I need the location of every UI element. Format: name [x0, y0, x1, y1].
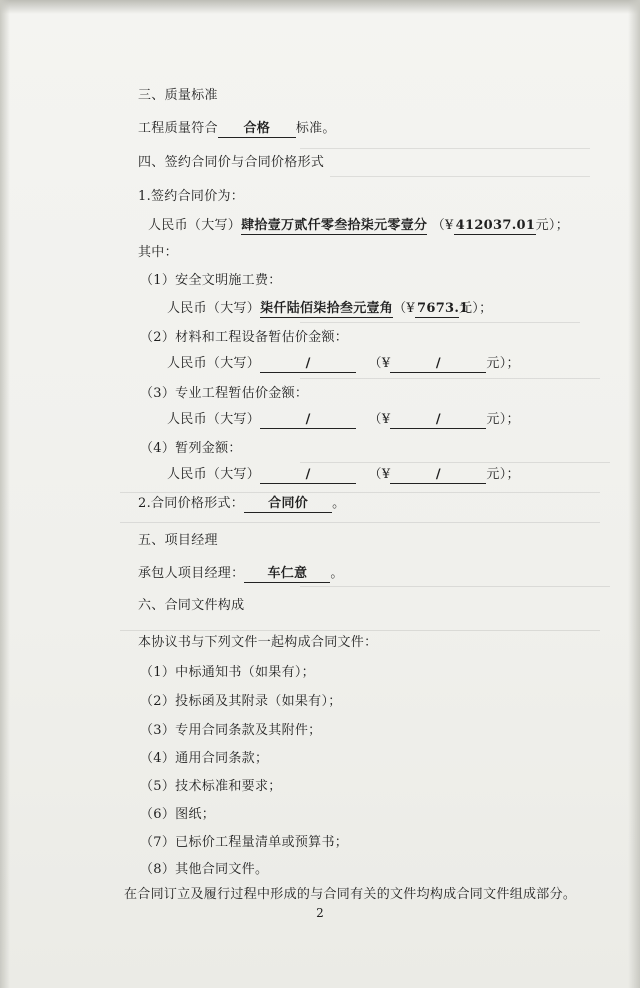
show-through-line [300, 462, 610, 463]
contract-doc-item: （7）已标价工程量清单或预算书； [140, 835, 349, 850]
amount-close: 元）； [459, 301, 493, 316]
amount-close: 元）； [535, 218, 570, 233]
price-form-value: 合同价 [244, 496, 332, 513]
among-label: 其中： [138, 245, 178, 260]
quality-line [138, 121, 336, 138]
amount-close: 元）； [486, 356, 520, 371]
contract-doc-item: （2）投标函及其附录（如果有）； [140, 694, 342, 709]
page-number: 2 [316, 906, 324, 920]
show-through-line [300, 586, 610, 587]
price-form-label: 2.合同价格形式： [138, 496, 245, 511]
scan-edge-top [0, 0, 640, 14]
contract-amount-uppercase: 肆拾壹万贰仟零叁拾柒元零壹分 [241, 218, 428, 233]
project-manager-name: 车仁意 [244, 566, 330, 583]
amount-close: 元）； [486, 412, 520, 427]
provisional-sum-line [167, 467, 520, 484]
contract-doc-item: （8）其他合同文件。 [140, 862, 269, 877]
show-through-line [300, 148, 590, 149]
amount-close: 元）； [486, 467, 520, 482]
price-form-line [138, 496, 345, 513]
amount-open: （¥ [368, 467, 391, 482]
quality-prefix: 工程质量符合 [138, 121, 218, 136]
show-through-line [300, 378, 600, 379]
safety-fee-line [167, 301, 492, 318]
amount-open: （¥ [368, 412, 391, 427]
project-manager-end: 。 [330, 566, 344, 581]
rmb-label: 人民币（大写） [167, 356, 261, 371]
material-estimate-uppercase: / [260, 356, 356, 373]
section5-heading: 五、项目经理 [138, 533, 218, 548]
quality-suffix: 标准。 [295, 121, 336, 136]
provisional-sum-uppercase: / [260, 467, 356, 484]
professional-estimate-label: （3）专业工程暂估价金额： [140, 386, 309, 401]
section3-heading: 三、质量标准 [138, 88, 218, 103]
project-manager-label: 承包人项目经理： [138, 566, 245, 581]
show-through-line [120, 630, 600, 631]
show-through-line [300, 322, 580, 323]
price-form-end: 。 [332, 496, 346, 511]
show-through-line [120, 522, 600, 523]
section6-heading: 六、合同文件构成 [138, 598, 245, 613]
contract-doc-item: （1）中标通知书（如果有）； [140, 665, 315, 680]
professional-estimate-number: / [390, 412, 486, 429]
contract-doc-item: （6）图纸； [140, 807, 216, 822]
scan-edge-right [628, 0, 640, 988]
material-estimate-label: （2）材料和工程设备暂估价金额： [140, 330, 349, 345]
contract-doc-item: （3）专用合同条款及其附件； [140, 723, 322, 738]
scan-edge-left [0, 0, 10, 988]
contract-amount-number: 412037.01 [455, 218, 536, 233]
professional-estimate-line [167, 412, 520, 429]
contract-doc-item: （5）技术标准和要求； [140, 779, 282, 794]
material-estimate-number: / [390, 356, 486, 373]
rmb-label: 人民币（大写） [148, 218, 242, 233]
show-through-line [330, 176, 590, 177]
material-estimate-line [167, 356, 520, 373]
rmb-label: 人民币（大写） [167, 301, 261, 316]
provisional-sum-label: （4）暂列金额： [140, 441, 242, 456]
safety-fee-label: （1）安全文明施工费： [140, 273, 282, 288]
contract-docs-closing: 在合同订立及履行过程中形成的与合同有关的文件均构成合同文件组成部分。 [124, 887, 577, 902]
professional-estimate-uppercase: / [260, 412, 356, 429]
safety-fee-number: 7673.1 [417, 301, 469, 316]
contract-price-line [148, 218, 569, 235]
amount-open: （¥ [368, 356, 391, 371]
safety-fee-uppercase: 柒仟陆佰柒拾叁元壹角 [260, 301, 394, 316]
quality-standard-value: 合格 [218, 121, 296, 138]
project-manager-line [138, 566, 344, 583]
section4-heading: 四、签约合同价与合同价格形式 [138, 155, 325, 170]
amount-open: （¥ [393, 301, 415, 316]
provisional-sum-number: / [390, 467, 486, 484]
rmb-label: 人民币（大写） [167, 412, 261, 427]
rmb-label: 人民币（大写） [167, 467, 261, 482]
show-through-line [120, 492, 600, 493]
amount-open: （¥ [431, 218, 454, 233]
contract-doc-item: （4）通用合同条款； [140, 751, 269, 766]
contract-price-label: 1.签约合同价为： [138, 189, 245, 204]
contract-docs-intro: 本协议书与下列文件一起构成合同文件： [138, 635, 378, 650]
